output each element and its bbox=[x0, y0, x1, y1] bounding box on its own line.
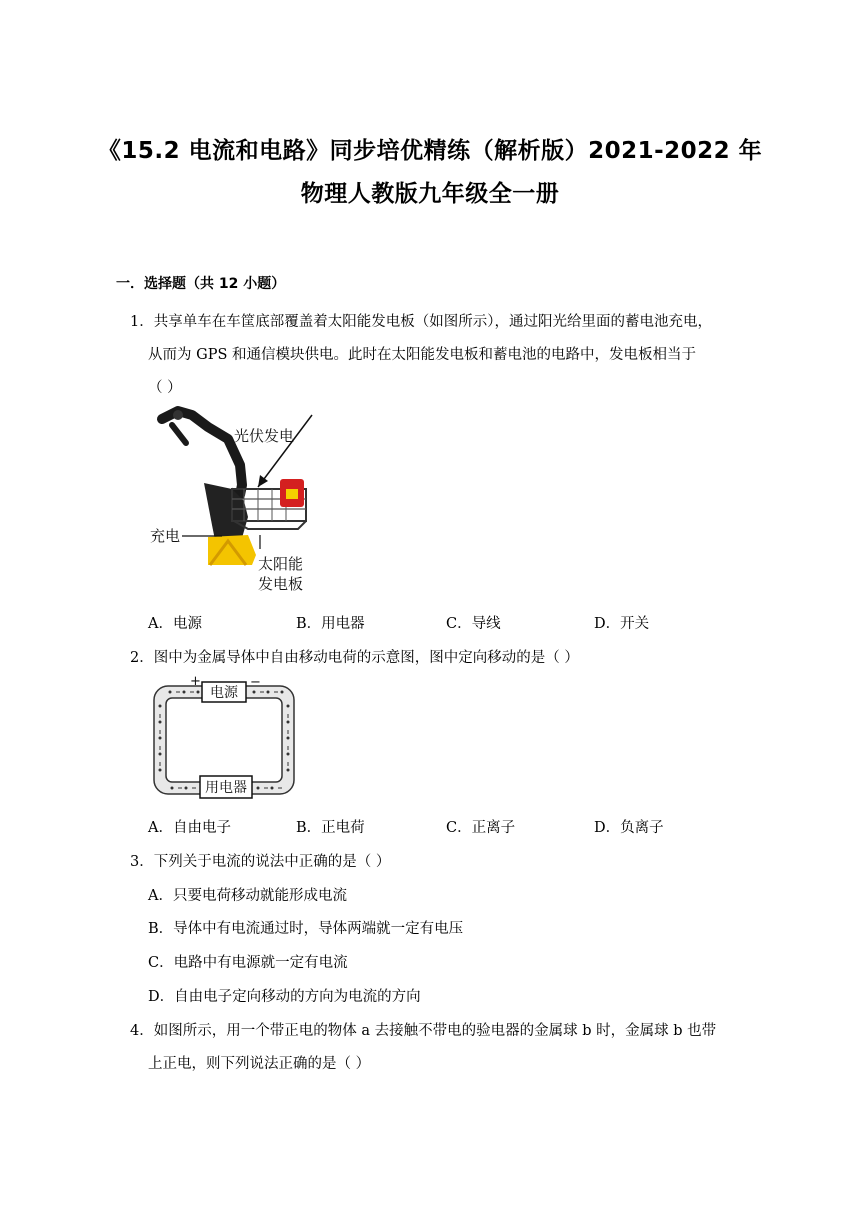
q4-line1: 4．如图所示，用一个带正电的物体 a 去接触不带电的验电器的金属球 b 时，金属球 b 也带 bbox=[130, 1023, 717, 1039]
plus-sign: + bbox=[190, 676, 201, 689]
q3-option-a: A．只要电荷移动就能形成电流 bbox=[148, 888, 347, 904]
q3-line1: 3．下列关于电流的说法中正确的是（ ） bbox=[130, 854, 391, 870]
q2-option-a: A．自由电子 bbox=[148, 820, 231, 836]
doc-title-line2: 物理人教版九年级全一册 bbox=[300, 181, 560, 207]
q1-line3: （ ） bbox=[148, 380, 182, 396]
label-panel-1: 太阳能 bbox=[258, 555, 304, 573]
q1-option-b: B．用电器 bbox=[296, 616, 365, 632]
q2-option-d: D．负离子 bbox=[594, 820, 664, 836]
minus-sign: − bbox=[250, 676, 261, 690]
source-label: 电源 bbox=[210, 685, 238, 701]
q2-option-b: B．正电荷 bbox=[296, 820, 365, 836]
label-pv: 光伏发电 bbox=[234, 427, 295, 445]
label-charge: 充电 bbox=[150, 527, 181, 545]
q2-option-c: C．正离子 bbox=[446, 820, 516, 836]
q3-option-b: B．导体中有电流通过时，导体两端就一定有电压 bbox=[148, 921, 464, 937]
section-heading: 一．选择题（共 12 小题） bbox=[116, 276, 286, 292]
q2-circuit-figure bbox=[150, 676, 300, 802]
q1-option-c: C．导线 bbox=[446, 616, 501, 632]
q3-option-d: D．自由电子定向移动的方向为电流的方向 bbox=[148, 989, 421, 1005]
q2-line1: 2．图中为金属导体中自由移动电荷的示意图，图中定向移动的是（ ） bbox=[130, 650, 579, 666]
load-label: 用电器 bbox=[205, 780, 247, 796]
q3-option-c: C．电路中有电源就一定有电流 bbox=[148, 955, 348, 971]
q1-line2: 从而为 GPS 和通信模块供电。此时在太阳能发电板和蓄电池的电路中，发电板相当于 bbox=[148, 347, 696, 363]
q1-option-a: A．电源 bbox=[148, 616, 202, 632]
q1-option-d: D．开关 bbox=[594, 616, 650, 632]
q1-bike-basket-figure bbox=[148, 405, 318, 595]
q4-line2: 上正电，则下列说法正确的是（ ） bbox=[148, 1056, 371, 1072]
label-panel-2: 发电板 bbox=[258, 575, 304, 593]
doc-title-line1: 《15.2 电流和电路》同步培优精练（解析版）2021-2022 年 bbox=[97, 138, 763, 164]
q1-line1: 1．共享单车在车筐底部覆盖着太阳能发电板（如图所示），通过阳光给里面的蓄电池充电， bbox=[130, 314, 712, 330]
